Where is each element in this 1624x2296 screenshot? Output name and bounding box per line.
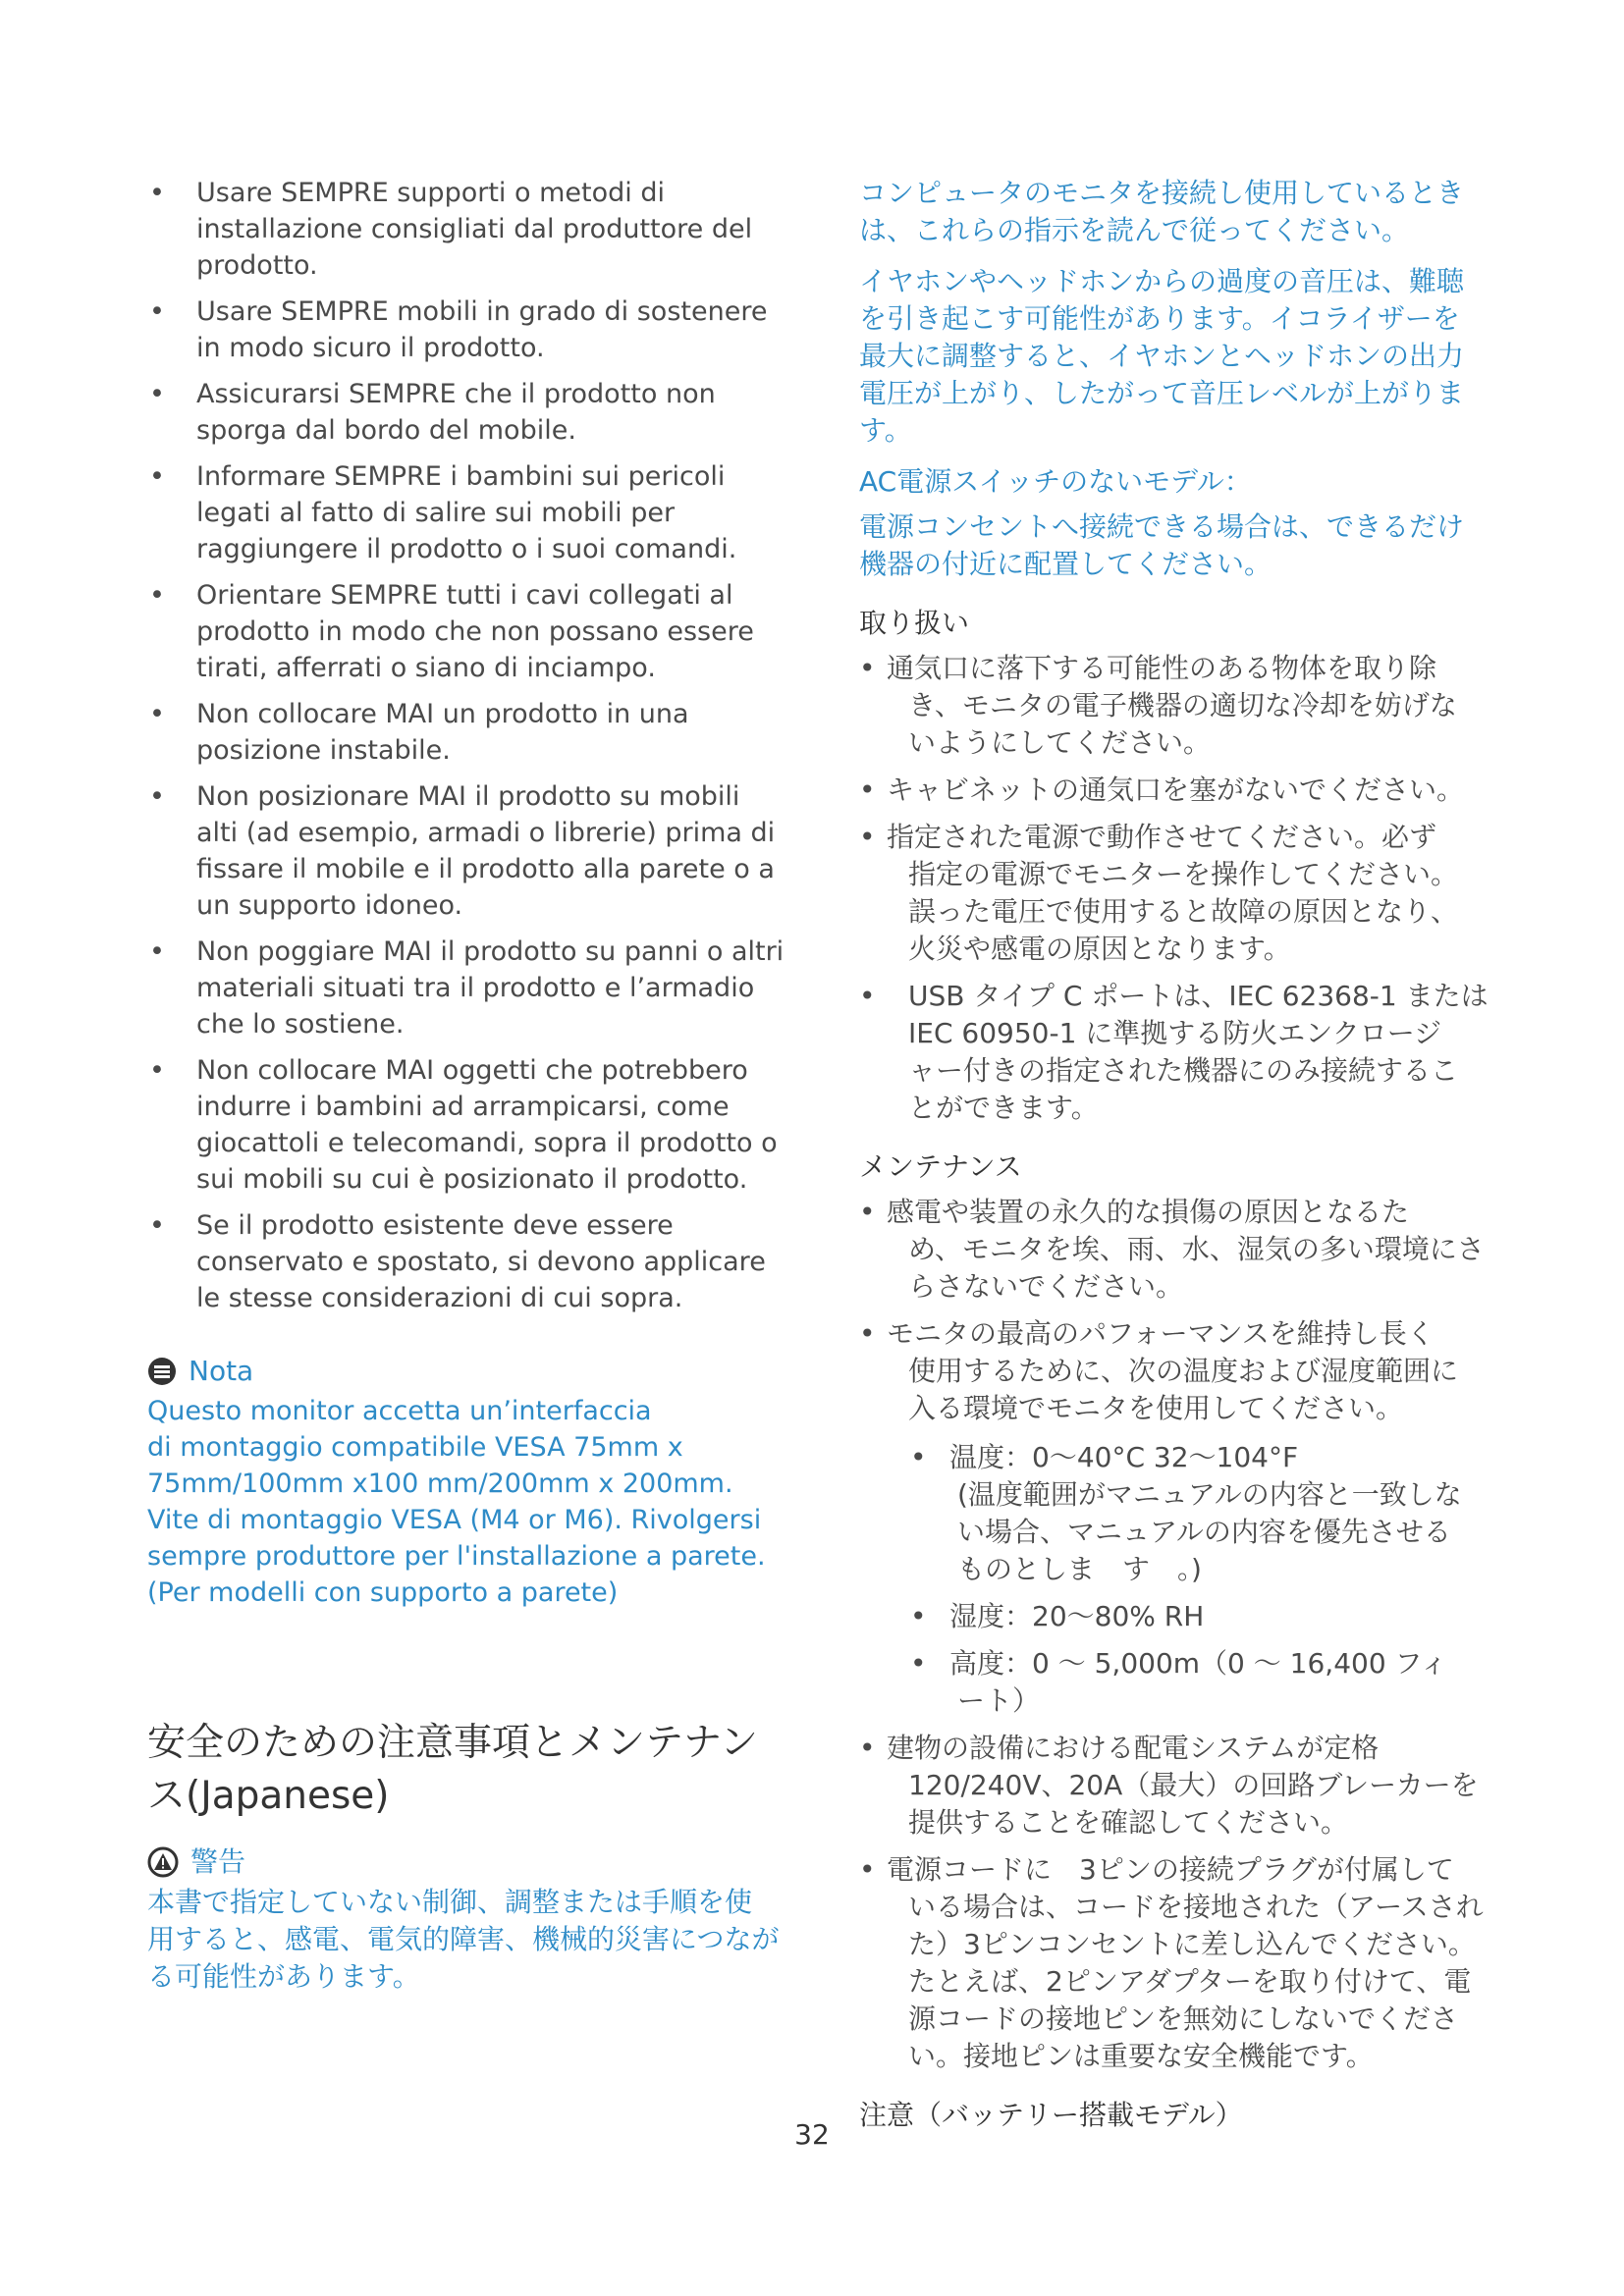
handling-heading: 取り扱い	[859, 607, 970, 639]
list-item: • 通気口に落下する可能性のある物体を取り除 き、モニタの電子機器の適切な冷却を妨げな いようにしてください。	[859, 652, 1457, 759]
bullet: •	[149, 781, 165, 812]
right-column	[859, 175, 1507, 2142]
list-item: • モニタの最高のパフォーマンスを維持し長く 使用するために、次の温度および湿度範囲に 入る環境でモニタを使用してください。 • 温度：0～40°C 32～104°F (温度範囲がマニュアルの内容と一致しな い場合、マニュアルの内容を優先させる ものとしま す 。) • 湿度：20～80% RH • 高度：0 ～ 5,000m（0 ～ 16,400 フィ ート）	[859, 1315, 1507, 1720]
bullet: •	[859, 1317, 876, 1350]
bullet: •	[149, 936, 165, 967]
bullet: •	[149, 1055, 165, 1086]
list-item: • 電源コードに 3ピンの接続プラグが付属して いる場合は、コードを接地された（アースされ た）3ピンコンセントに差し込んでください。 たとえば、2ピンアダプターを取り付けて、電 源コードの接地ピンを無効にしないでくださ い。接地ピンは重要な安全機能です。	[859, 1853, 1484, 2072]
bullet: •	[910, 1441, 927, 1473]
maintenance-heading: メンテナンス	[859, 1150, 1022, 1183]
note-label: Nota	[189, 1355, 254, 1387]
bullet: •	[149, 699, 165, 729]
list-item: • 感電や装置の永久的な損傷の原因となるた め、モニタを埃、雨、水、湿気の多い環境にさ らさないでください。	[859, 1196, 1485, 1303]
section-title: 安全のための注意事項とメンテナン ス(Japanese)	[147, 1721, 759, 1818]
warning-heading	[147, 1844, 785, 1880]
intro-paragraph-1: コンピュータのモニタを接続し使用しているとき は、これらの指示を読んで従ってください。	[859, 177, 1465, 246]
warning-icon	[147, 1846, 179, 1878]
list-item: • Informare SEMPRE i bambini sui pericoli legati al fatto di salire sui mobili per raggiungere il prodotto o i suoi comandi.	[147, 458, 785, 567]
left-column	[147, 175, 785, 1996]
bullet: •	[859, 774, 876, 806]
list-item: • キャビネットの通気口を塞がないでください。	[859, 772, 1507, 809]
bullet: •	[859, 821, 876, 853]
condition-item: • 湿度：20～80% RH	[908, 1598, 1507, 1635]
list-item: • Orientare SEMPRE tutti i cavi collegati al prodotto in modo che non possano essere tirati, afferrati o siano di inciampo.	[147, 577, 785, 686]
ac-heading: AC電源スイッチのないモデル：	[859, 465, 1252, 498]
warning-text: 本書で指定していない制御、調整または手順を使 用すると、感電、電気的障害、機械的災害につなが る可能性があります。	[147, 1886, 780, 1993]
note-icon	[147, 1357, 177, 1386]
note-heading	[147, 1354, 785, 1389]
list-item: • Non collocare MAI oggetti che potrebbero indurre i bambini ad arrampicarsi, come giocattoli e telecomandi, sopra il prodotto o sui mobili su cui è posizionato il prodotto.	[147, 1052, 785, 1198]
bullet: •	[859, 980, 876, 1012]
list-item: • USB タイプ C ポートは、IEC 62368-1 または IEC 60950-1 に準拠する防火エンクロージ ャー付きの指定された機器にのみ接続するこ とができます。	[859, 980, 1489, 1124]
bullet: •	[149, 1210, 165, 1241]
bullet: •	[910, 1647, 927, 1680]
bullet: •	[149, 379, 165, 409]
list-item: • Non poggiare MAI il prodotto su panni o altri materiali situati tra il prodotto e l’armadio che lo sostiene.	[147, 934, 785, 1042]
list-item: • Se il prodotto esistente deve essere conservato e spostato, si devono applicare le stesse considerazioni di cui sopra.	[147, 1207, 785, 1316]
bullet: •	[149, 461, 165, 492]
bullet: •	[149, 580, 165, 611]
list-item: • 建物の設備における配電システムが定格 120/240V、20A（最大）の回路ブレーカーを 提供することを確認してください。	[859, 1732, 1479, 1839]
list-item: • 指定された電源で動作させてください。必ず 指定の電源でモニターを操作してください。 誤った電圧で使用すると故障の原因となり、 火災や感電の原因となります。	[859, 821, 1459, 965]
list-item: • Assicurarsi SEMPRE che il prodotto non sporga dal bordo del mobile.	[147, 376, 785, 449]
condition-item: • 温度：0～40°C 32～104°F (温度範囲がマニュアルの内容と一致しな い場合、マニュアルの内容を優先させる ものとしま す 。)	[910, 1441, 1462, 1585]
italian-safety-list	[147, 175, 785, 1316]
warning-label: 警告	[190, 1845, 246, 1878]
bullet: •	[910, 1600, 927, 1632]
bullet: •	[859, 652, 876, 684]
list-item: • Usare SEMPRE mobili in grado di sostenere in modo sicuro il prodotto.	[147, 294, 785, 366]
bullet: •	[859, 1853, 876, 1886]
bullet: •	[149, 296, 165, 327]
list-item: • Non collocare MAI un prodotto in una posizione instabile.	[147, 696, 785, 769]
note-text: Questo monitor accetta un’interfaccia di montaggio compatibile VESA 75mm x 75mm/100mm x100 mm/200mm x 200mm. Vite di montaggio VESA (M4 or M6). Rivolgersi sempre produttore per l'installazione a parete. (Per modelli con supporto a parete)	[147, 1396, 766, 1608]
handling-list	[859, 650, 1507, 1127]
list-item: • Non posizionare MAI il prodotto su mobili alti (ad esempio, armadi o librerie) prima di fissare il mobile e il prodotto alla parete o a un supporto idoneo.	[147, 778, 785, 924]
battery-heading: 注意（バッテリー搭載モデル）	[859, 2099, 1243, 2131]
bullet: •	[859, 1732, 876, 1764]
maintenance-list	[859, 1194, 1507, 2075]
bullet: •	[859, 1196, 876, 1228]
page-number: 32	[794, 2118, 830, 2151]
ac-paragraph: 電源コンセントへ接続できる場合は、できるだけ 機器の付近に配置してください。	[859, 510, 1465, 580]
condition-item: • 高度：0 ～ 5,000m（0 ～ 16,400 フィ ート）	[910, 1647, 1448, 1717]
list-item: • Usare SEMPRE supporti o metodi di installazione consigliati dal produttore del prodotto.	[147, 175, 785, 284]
bullet: •	[149, 178, 165, 208]
conditions-list	[908, 1439, 1507, 1720]
intro-paragraph-2: イヤホンやヘッドホンからの過度の音圧は、難聴 を引き起こす可能性があります。イコライザーを 最大に調整すると、イヤホンとヘッドホンの出力 電圧が上がり、したがって音圧レベルが上がりま す。	[859, 265, 1465, 447]
